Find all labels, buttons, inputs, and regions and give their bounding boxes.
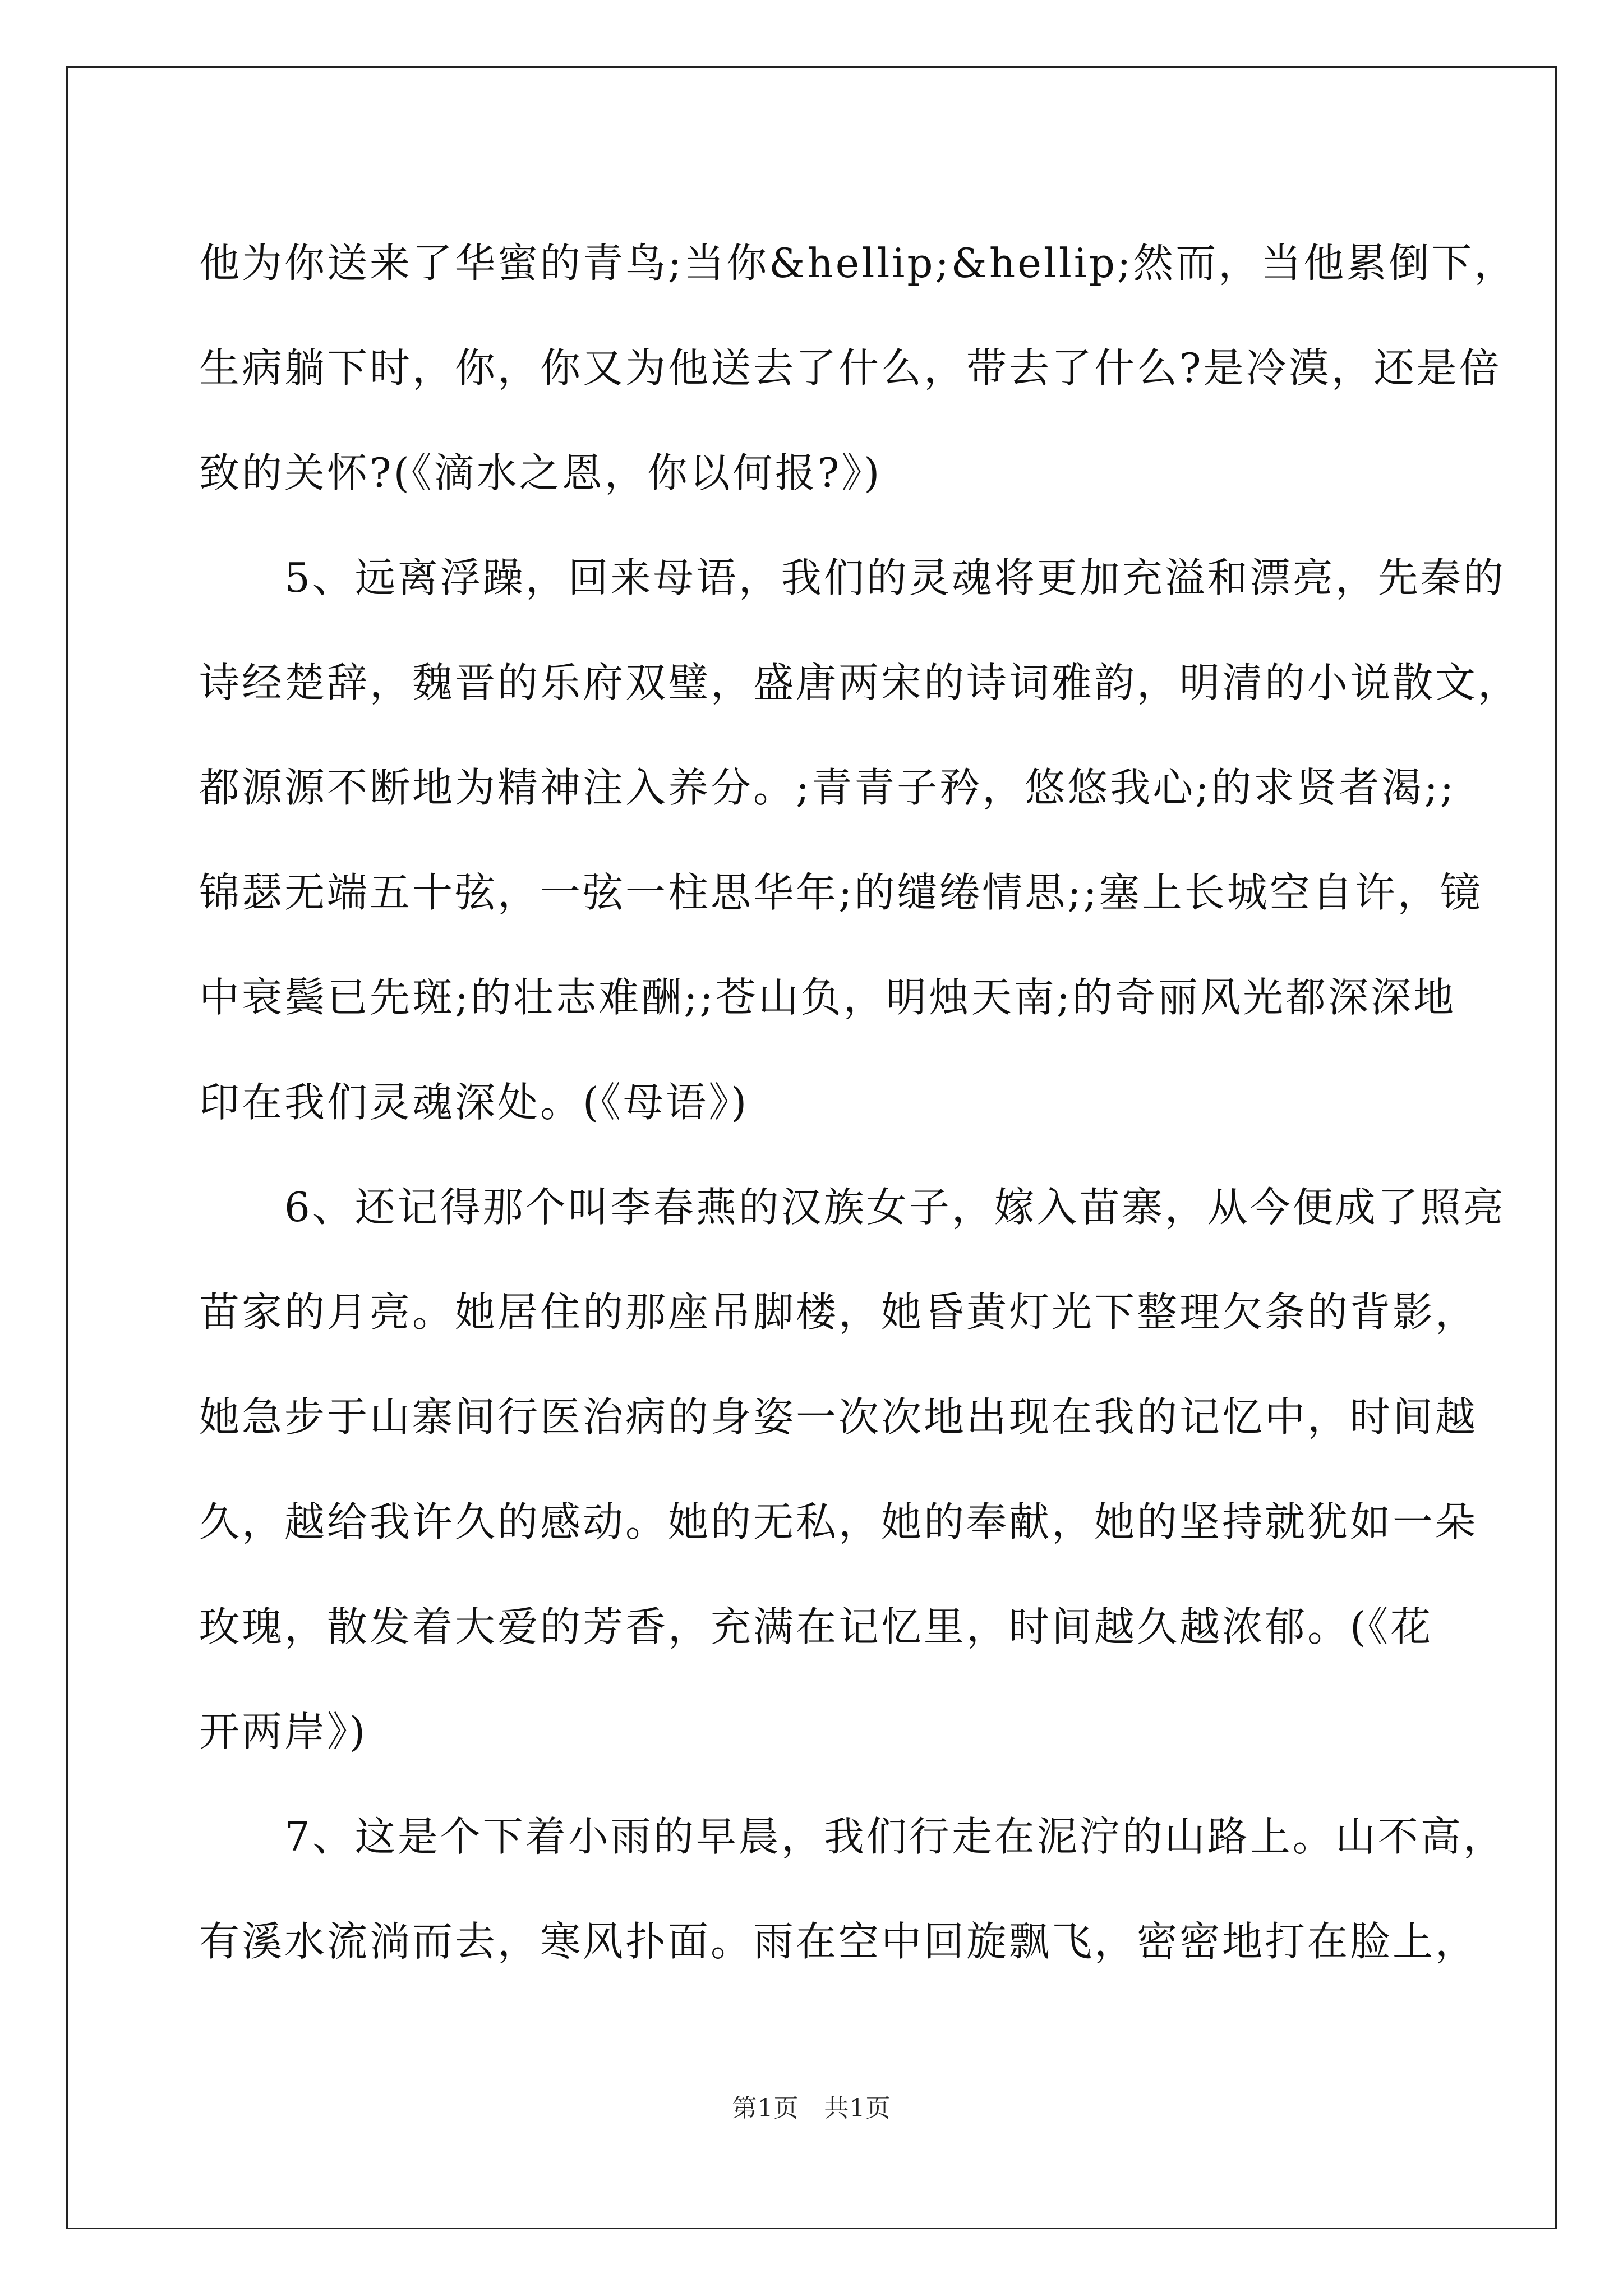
text-line: 久，越给我许久的感动。她的无私，她的奉献，她的坚持就犹如一朵	[199, 1498, 1478, 1545]
text-line: 印在我们灵魂深处。(《母语》)	[199, 1079, 749, 1126]
document-body	[199, 211, 1521, 1994]
text-line: 锦瑟无端五十弦，一弦一柱思华年;的缱绻情思;;塞上长城空自许，镜	[199, 869, 1483, 916]
text-line: 都源源不断地为精神注入养分。;青青子矜，悠悠我心;的求贤者渴;;	[199, 764, 1456, 811]
text-line: 开两岸》)	[199, 1708, 368, 1755]
text-line: 玫瑰，散发着大爱的芳香，充满在记忆里，时间越久越浓郁。(《花	[199, 1603, 1433, 1650]
text-line: 她急步于山寨间行医治病的身姿一次次地出现在我的记忆中，时间越	[199, 1393, 1478, 1441]
text-line: 6、还记得那个叫李春燕的汉族女子，嫁入苗寨，从今便成了照亮	[199, 1184, 1506, 1231]
page-footer: 第1页 共1页	[732, 2094, 891, 2123]
text-line: 生病躺下时，你，你又为他送去了什么，带去了什么?是冷漠，还是倍	[199, 344, 1502, 392]
text-line: 他为你送来了华蜜的青鸟;当你&hellip;&hellip;然而，当他累倒下，	[199, 240, 1517, 287]
text-line: 有溪水流淌而去，寒风扑面。雨在空中回旋飘飞，密密地打在脸上，	[199, 1918, 1478, 1965]
text-line: 苗家的月亮。她居住的那座吊脚楼，她昏黄灯光下整理欠条的背影，	[199, 1289, 1478, 1336]
text-line: 中衰鬓已先斑;的壮志难酬;;苍山负，明烛天南;的奇丽风光都深深地	[199, 974, 1456, 1021]
text-line: 5、远离浮躁，回来母语，我们的灵魂将更加充溢和漂亮，先秦的	[199, 554, 1506, 601]
text-line: 致的关怀?(《滴水之恩，你以何报?》)	[199, 449, 882, 496]
text-line: 7、这是个下着小雨的早晨，我们行走在泥泞的山路上。山不高，	[199, 1813, 1506, 1860]
text-line: 诗经楚辞，魏晋的乐府双璧，盛唐两宋的诗词雅韵，明清的小说散文，	[199, 659, 1521, 706]
